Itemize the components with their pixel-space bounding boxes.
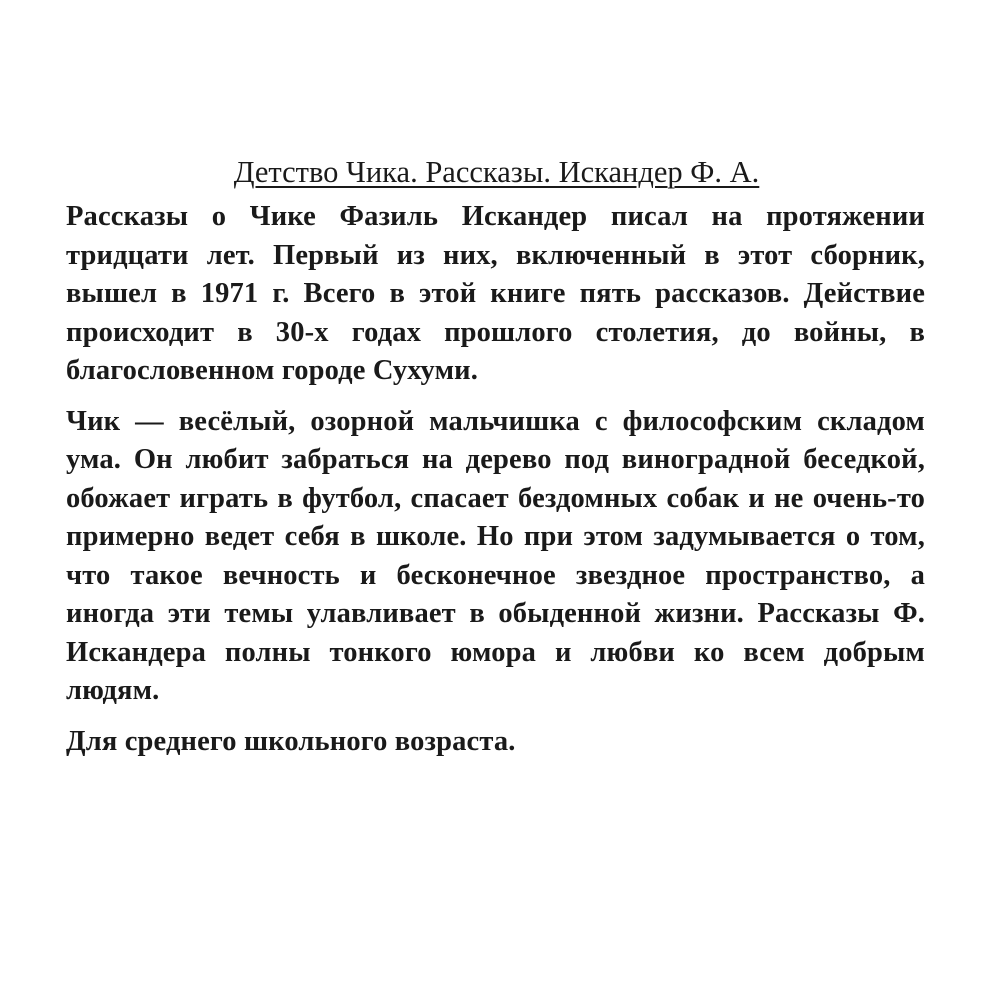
document-title: Детство Чика. Рассказы. Искандер Ф. А.	[233, 155, 760, 189]
paragraph-summary: Рассказы о Чике Фазиль Искандер писал на протяжении тридцати лет. Первый из них, включенный в этот сборник, вышел в 1971 г. Всего в этой книге пять рассказов. Действие происходит в 30-х годах прошлого столетия, до войны, в благословенном городе Сухуми.	[66, 201, 925, 386]
paragraph-description: Чик — весёлый, озорной мальчишка с философским складом ума. Он любит забраться на дерево под виноградной беседкой, обожает играть в футбол, спасает бездомных собак и не очень-то примерно ведет себя в школе. Но при этом задумывается о том, что такое вечность и бесконечное звездное пространство, а иногда эти темы улавливает в обыденной жизни. Рассказы Ф. Искандера полны тонкого юмора и любви ко всем добрым людям.	[66, 405, 925, 706]
paragraph-audience: Для среднего школьного возраста.	[66, 725, 516, 757]
document-body	[66, 152, 925, 773]
